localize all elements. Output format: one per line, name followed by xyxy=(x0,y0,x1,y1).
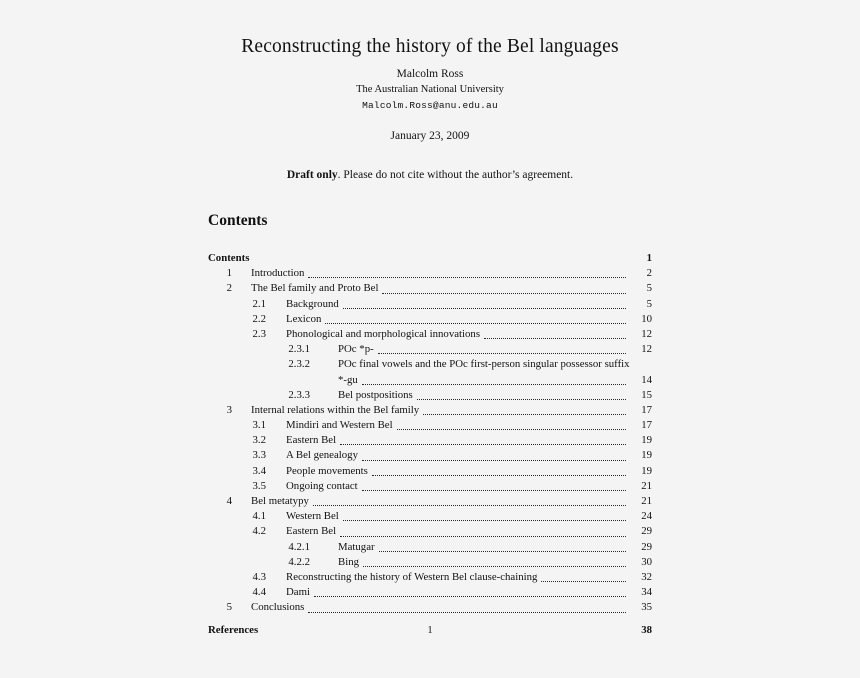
toc-entry-number: 4.3 xyxy=(252,570,266,583)
toc-entry-label[interactable]: Background xyxy=(286,297,343,312)
toc-entry-page: 1 xyxy=(626,251,652,266)
toc-entry-label[interactable]: References xyxy=(208,623,262,638)
toc-entry-number: 2.2 xyxy=(252,312,266,325)
toc-dot-leader xyxy=(314,595,626,597)
toc-entry-page: 17 xyxy=(626,403,652,418)
toc-entry[interactable] xyxy=(208,357,652,372)
toc-entry-label[interactable]: A Bel genealogy xyxy=(286,448,362,463)
toc-entry[interactable] xyxy=(208,297,652,312)
toc-entry-number: 2.3 xyxy=(252,327,266,340)
toc-entry-number: 4.1 xyxy=(252,510,266,523)
toc-dot-leader xyxy=(308,611,626,613)
toc-entry[interactable] xyxy=(208,524,652,539)
toc-entry[interactable] xyxy=(208,585,652,600)
toc-entry-label[interactable]: Bel metatypy xyxy=(251,494,313,509)
toc-entry-label[interactable]: Western Bel xyxy=(286,509,343,524)
toc-dot-leader xyxy=(325,322,626,324)
toc-dot-leader xyxy=(343,519,626,521)
toc-entry-label[interactable]: People movements xyxy=(286,464,372,479)
toc-entry-number: 3.1 xyxy=(252,419,266,432)
draft-notice-rest: . Please do not cite without the author’s agreement. xyxy=(337,169,574,181)
page-folio: 1 xyxy=(427,625,433,636)
toc-dot-leader xyxy=(417,398,626,400)
toc-entry-page: 10 xyxy=(626,312,652,327)
toc-entry-label[interactable]: POc final vowels and the POc first-person singular possessor suffix xyxy=(338,357,634,372)
toc-entry-number: 2.1 xyxy=(252,297,266,310)
toc-entry-number: 4.4 xyxy=(252,586,266,599)
toc-dot-leader xyxy=(340,535,626,537)
toc-entry-page: 34 xyxy=(626,585,652,600)
toc-entry[interactable] xyxy=(208,433,652,448)
toc-entry-label[interactable]: Lexicon xyxy=(286,312,325,327)
toc-entry[interactable] xyxy=(208,281,652,296)
toc-dot-leader xyxy=(362,459,626,461)
toc-entry-page: 29 xyxy=(626,524,652,539)
toc-entry[interactable] xyxy=(208,448,652,463)
toc-entry-number: 2 xyxy=(226,282,232,295)
toc-dot-leader xyxy=(340,443,626,445)
toc-entry[interactable] xyxy=(208,540,652,555)
table-of-contents xyxy=(208,251,652,638)
toc-entry-label[interactable]: Internal relations within the Bel family xyxy=(251,403,423,418)
toc-entry[interactable] xyxy=(208,251,652,266)
paper-date: January 23, 2009 xyxy=(390,130,470,142)
toc-entry-page: 2 xyxy=(626,266,652,281)
draft-notice xyxy=(0,169,860,181)
toc-dot-leader xyxy=(541,580,626,582)
toc-entry[interactable] xyxy=(208,479,652,494)
toc-dot-leader xyxy=(378,352,626,354)
toc-entry-number: 3 xyxy=(226,403,232,416)
toc-entry-page: 24 xyxy=(626,509,652,524)
toc-dot-leader xyxy=(343,307,626,309)
toc-entry[interactable] xyxy=(208,266,652,281)
toc-dot-leader xyxy=(484,337,626,339)
toc-entry-number: 2.3.2 xyxy=(288,358,310,371)
toc-entry[interactable] xyxy=(208,327,652,342)
toc-entry-number: 1 xyxy=(226,267,232,280)
toc-entry-page: 12 xyxy=(626,327,652,342)
paper-email: Malcolm.Ross@anu.edu.au xyxy=(362,100,498,111)
paper-title: Reconstructing the history of the Bel languages xyxy=(241,36,619,57)
toc-entry-page: 19 xyxy=(626,448,652,463)
toc-entry[interactable] xyxy=(208,373,652,388)
toc-entry-label[interactable]: Reconstructing the history of Western Bel clause-chaining xyxy=(286,570,541,585)
toc-entry-label[interactable]: Eastern Bel xyxy=(286,524,340,539)
toc-entry[interactable] xyxy=(208,494,652,509)
toc-entry-page: 12 xyxy=(626,342,652,357)
toc-entry-page: 5 xyxy=(626,297,652,312)
toc-entry-number: 4 xyxy=(226,495,232,507)
toc-entry[interactable] xyxy=(208,388,652,403)
toc-dot-leader xyxy=(362,383,626,385)
toc-entry-label[interactable]: Dami xyxy=(286,585,314,600)
toc-entry-page: 32 xyxy=(626,570,652,585)
toc-entry[interactable] xyxy=(208,509,652,524)
toc-entry-number: 4.2.1 xyxy=(288,540,310,553)
toc-entry-page: 17 xyxy=(626,418,652,433)
toc-entry-number: 3.4 xyxy=(252,464,266,477)
toc-entry-label[interactable]: Phonological and morphological innovations xyxy=(286,327,484,342)
toc-entry-label[interactable]: Matugar xyxy=(338,540,379,555)
toc-entry[interactable] xyxy=(208,342,652,357)
toc-entry-number: 3.2 xyxy=(252,434,266,447)
toc-dot-leader xyxy=(308,276,626,278)
toc-entry-page: 38 xyxy=(626,623,652,638)
toc-entry-page: 19 xyxy=(626,433,652,448)
toc-entry-number: 4.2.2 xyxy=(288,555,310,568)
toc-entry-label[interactable]: Mindiri and Western Bel xyxy=(286,418,397,433)
toc-entry-label[interactable]: Contents xyxy=(208,251,253,266)
toc-entry-label[interactable]: Bel postpositions xyxy=(338,388,417,403)
toc-entry-label[interactable]: *-gu xyxy=(338,373,362,388)
toc-dot-leader xyxy=(372,474,626,476)
toc-entry-page: 35 xyxy=(626,600,652,615)
toc-entry-number: 3.5 xyxy=(252,479,266,492)
toc-entry[interactable] xyxy=(208,464,652,479)
toc-dot-leader xyxy=(397,428,626,430)
toc-dot-leader xyxy=(363,565,626,567)
toc-entry-number: 2.3.1 xyxy=(288,343,310,356)
toc-dot-leader xyxy=(423,413,626,415)
toc-entry-number: 2.3.3 xyxy=(288,388,310,401)
draft-notice-bold: Draft only xyxy=(286,169,338,181)
toc-entry[interactable] xyxy=(208,312,652,327)
toc-entry-label[interactable]: Ongoing contact xyxy=(286,479,362,494)
contents-heading: Contents xyxy=(208,212,268,229)
toc-entry[interactable] xyxy=(208,570,652,585)
toc-entry-page: 5 xyxy=(626,281,652,296)
toc-entry-page: 30 xyxy=(626,555,652,570)
toc-entry-label[interactable]: Introduction xyxy=(251,266,308,281)
toc-entry-label[interactable]: Conclusions xyxy=(251,600,308,615)
toc-entry-number: 4.2 xyxy=(252,525,266,538)
toc-entry-page: 15 xyxy=(626,388,652,403)
toc-entry-page: 29 xyxy=(626,540,652,555)
toc-dot-leader xyxy=(379,550,626,552)
toc-entry-page: 14 xyxy=(626,373,652,388)
toc-entry[interactable] xyxy=(208,418,652,433)
toc-entry-label[interactable]: POc *p- xyxy=(338,342,378,357)
toc-entry-page: 19 xyxy=(626,464,652,479)
toc-dot-leader xyxy=(362,489,626,491)
toc-entry-page: 21 xyxy=(626,494,652,509)
toc-entry-page: 21 xyxy=(626,479,652,494)
toc-entry[interactable] xyxy=(208,600,652,615)
toc-dot-leader xyxy=(313,504,626,506)
toc-entry-label[interactable]: Eastern Bel xyxy=(286,433,340,448)
toc-entry[interactable] xyxy=(208,555,652,570)
paper-author: Malcolm Ross xyxy=(396,68,464,80)
toc-dot-leader xyxy=(382,292,626,294)
toc-entry-number: 5 xyxy=(226,601,232,614)
toc-entry-label[interactable]: Bing xyxy=(338,555,363,570)
paper-affiliation: The Australian National University xyxy=(356,84,504,95)
toc-entry[interactable] xyxy=(208,403,652,418)
toc-entry-label[interactable]: The Bel family and Proto Bel xyxy=(251,281,382,296)
toc-entry-number: 3.3 xyxy=(252,449,266,462)
